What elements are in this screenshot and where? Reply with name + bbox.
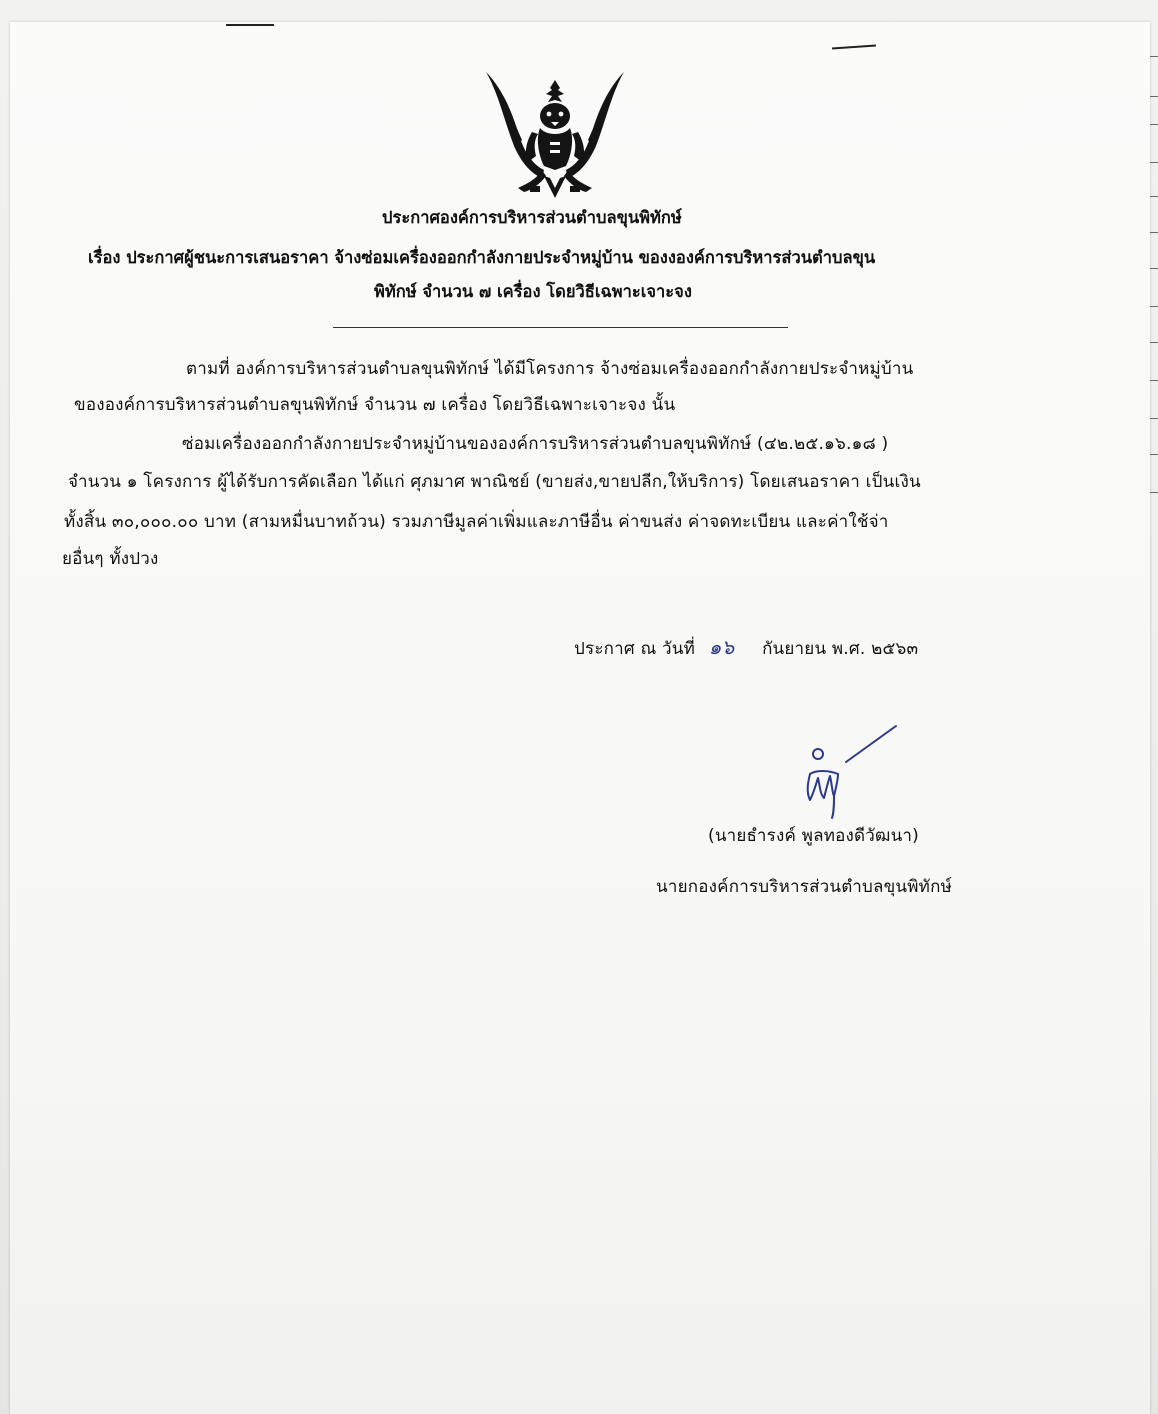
date-day-handwritten: ๑๖	[708, 635, 735, 659]
handwritten-signature	[798, 722, 908, 822]
margin-mark	[226, 24, 274, 26]
header-title: ประกาศองค์การบริหารส่วนตำบลขุนพิทักษ์	[382, 208, 682, 227]
header-subject-line-1: เรื่อง ประกาศผู้ชนะการเสนอราคา จ้างซ่อมเครื่องออกกำลังกายประจำหมู่บ้าน ของงองค์การบริหารส่วนตำบลขุน	[88, 248, 876, 267]
body-line-1: ตามที่ องค์การบริหารส่วนตำบลขุนพิทักษ์ ได้มีโครงการ จ้างซ่อมเครื่องออกกำลังกายประจำหมู่บ้าน	[186, 359, 914, 379]
body-line-4: จำนวน ๑ โครงการ ผู้ได้รับการคัดเลือก ได้แก่ ศุภมาศ พาณิชย์ (ขายส่ง,ขายปลีก,ให้บริการ) โดยเสนอราคา เป็นเงิน	[68, 472, 921, 492]
announcement-date	[574, 631, 918, 663]
header-divider	[333, 327, 788, 328]
body-line-3: ซ่อมเครื่องออกกำลังกายประจำหมู่บ้านขององค์การบริหารส่วนตำบลขุนพิทักษ์ (๔๒.๒๕.๑๖.๑๘ )	[182, 434, 889, 454]
body-line-2: ขององค์การบริหารส่วนตำบลขุนพิทักษ์ จำนวน ๗ เครื่อง โดยวิธีเฉพาะเจาะจง นั้น	[74, 395, 676, 415]
signatory-position: นายกองค์การบริหารส่วนตำบลขุนพิทักษ์	[656, 877, 952, 897]
header-subject-line-2: พิทักษ์ จำนวน ๗ เครื่อง โดยวิธีเฉพาะเจาะจง	[374, 282, 692, 301]
signatory-name: (นายธำรงค์ พูลทองดีวัฒนา)	[708, 826, 919, 846]
body-line-5: ทั้งสิ้น ๓๐,๐๐๐.๐๐ บาท (สามหมื่นบาทถ้วน) รวมภาษีมูลค่าเพิ่มและภาษีอื่น ค่าขนส่ง ค่าจดทะเบียน และค่าใช้จ่า	[64, 512, 889, 532]
date-prefix: ประกาศ ณ วันที่	[574, 639, 696, 659]
date-suffix: กันยายน พ.ศ. ๒๕๖๓	[762, 639, 919, 659]
body-line-6: ยอื่นๆ ทั้งปวง	[62, 549, 159, 569]
garuda-emblem	[484, 66, 626, 202]
